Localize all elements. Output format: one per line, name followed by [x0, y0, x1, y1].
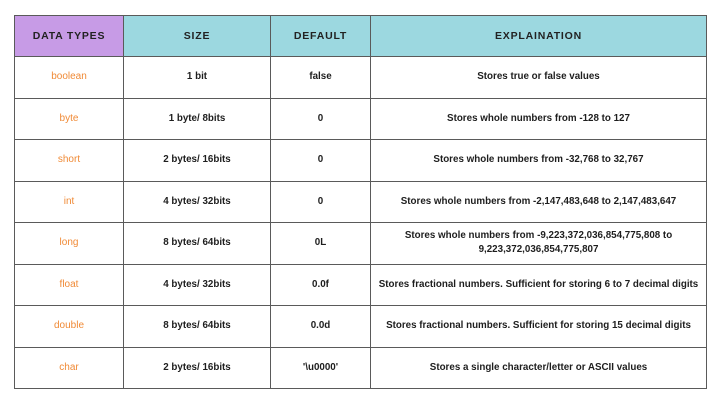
- type-cell: byte: [15, 98, 124, 140]
- size-cell: 2 bytes/ 16bits: [124, 140, 271, 182]
- type-cell: short: [15, 140, 124, 182]
- size-cell: 4 bytes/ 32bits: [124, 181, 271, 223]
- type-cell: boolean: [15, 57, 124, 99]
- default-cell: 0.0f: [271, 264, 371, 306]
- explanation-cell: Stores fractional numbers. Sufficient for storing 6 to 7 decimal digits: [371, 264, 707, 306]
- default-cell: 0: [271, 140, 371, 182]
- type-cell: char: [15, 347, 124, 389]
- header-explaination: EXPLAINATION: [371, 16, 707, 57]
- explanation-cell: Stores whole numbers from -32,768 to 32,767: [371, 140, 707, 182]
- size-cell: 2 bytes/ 16bits: [124, 347, 271, 389]
- header-size: SIZE: [124, 16, 271, 57]
- type-cell: int: [15, 181, 124, 223]
- type-cell: double: [15, 306, 124, 348]
- header-row: [15, 16, 707, 57]
- explanation-cell: Stores whole numbers from -128 to 127: [371, 98, 707, 140]
- default-cell: 0.0d: [271, 306, 371, 348]
- table-row: [15, 306, 707, 348]
- size-cell: 1 bit: [124, 57, 271, 99]
- table-row: [15, 140, 707, 182]
- table-row: [15, 181, 707, 223]
- size-cell: 4 bytes/ 32bits: [124, 264, 271, 306]
- default-cell: '\u0000': [271, 347, 371, 389]
- header-data-types: DATA TYPES: [15, 16, 124, 57]
- data-types-table: [14, 15, 707, 389]
- table-row: [15, 223, 707, 265]
- table-row: [15, 347, 707, 389]
- data-types-table-container: [14, 15, 706, 389]
- explanation-cell: Stores true or false values: [371, 57, 707, 99]
- default-cell: 0L: [271, 223, 371, 265]
- default-cell: 0: [271, 98, 371, 140]
- size-cell: 8 bytes/ 64bits: [124, 306, 271, 348]
- size-cell: 1 byte/ 8bits: [124, 98, 271, 140]
- table-row: [15, 57, 707, 99]
- explanation-cell: Stores whole numbers from -2,147,483,648 to 2,147,483,647: [371, 181, 707, 223]
- header-default: DEFAULT: [271, 16, 371, 57]
- table-row: [15, 264, 707, 306]
- type-cell: float: [15, 264, 124, 306]
- explanation-cell: Stores fractional numbers. Sufficient for storing 15 decimal digits: [371, 306, 707, 348]
- size-cell: 8 bytes/ 64bits: [124, 223, 271, 265]
- default-cell: 0: [271, 181, 371, 223]
- explanation-cell: Stores a single character/letter or ASCII values: [371, 347, 707, 389]
- default-cell: false: [271, 57, 371, 99]
- table-row: [15, 98, 707, 140]
- explanation-cell: Stores whole numbers from -9,223,372,036,854,775,808 to 9,223,372,036,854,775,807: [371, 223, 707, 265]
- type-cell: long: [15, 223, 124, 265]
